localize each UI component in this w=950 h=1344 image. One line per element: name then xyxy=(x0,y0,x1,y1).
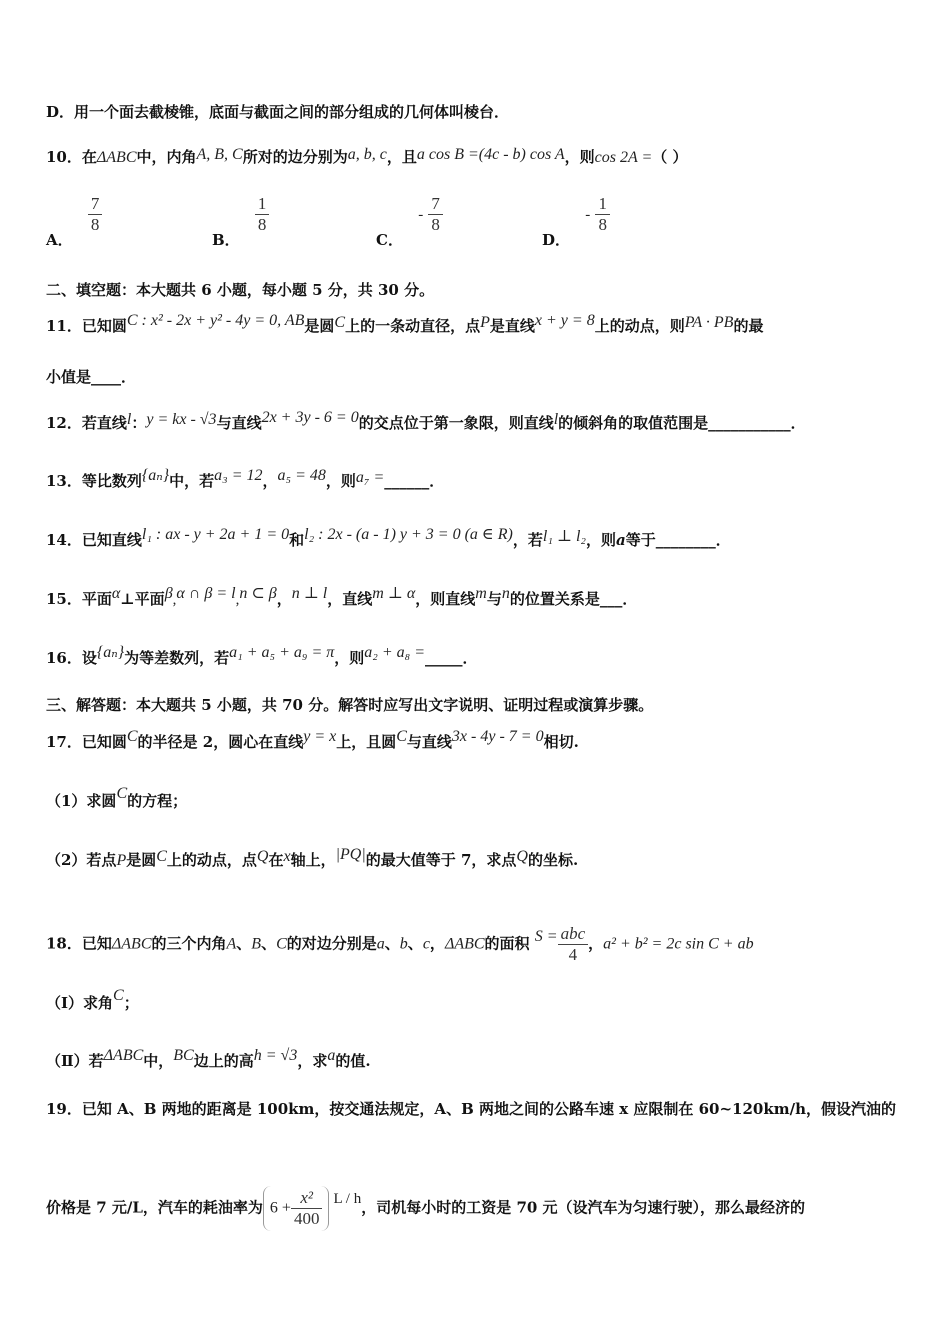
text-span: ， xyxy=(276,590,292,608)
text-span xyxy=(291,1188,323,1229)
math-expression: b xyxy=(399,935,408,953)
text-span: 轴上， xyxy=(290,851,336,869)
text-span: ，则 xyxy=(334,649,365,667)
text-span: - xyxy=(585,206,591,223)
math-expression: x xyxy=(283,848,291,865)
math-expression: Q xyxy=(516,848,528,865)
text-span: 是圆 xyxy=(304,317,335,335)
area-fraction xyxy=(558,924,589,965)
text-span: 14．已知直线 xyxy=(46,531,142,549)
math-expression: C xyxy=(334,314,346,331)
text-span: （Ⅰ）求角 xyxy=(46,994,114,1012)
text-span: 的三个内角 xyxy=(151,934,227,953)
text-span: ，则 xyxy=(325,472,356,490)
text-span: 8 xyxy=(595,214,610,235)
text-span: 1 xyxy=(598,194,607,213)
question-10 xyxy=(46,147,688,168)
math-expression: BC xyxy=(173,1047,194,1064)
math-expression: y = x xyxy=(303,728,337,745)
question-18-part-2 xyxy=(46,1047,371,1072)
fraction xyxy=(428,194,443,235)
math-expression: 2x + 3y - 6 = 0 xyxy=(261,409,359,426)
math-expression: l xyxy=(126,411,132,428)
question-16 xyxy=(46,644,478,669)
question-19: 19．已知 A、B 两地的距离是 100km，按交通法规定，A、B 两地之间的公路车速 x 应限制在 60~120km/h，假设汽油的 xyxy=(46,1100,896,1118)
math-expression: y = kx - √3 xyxy=(146,411,217,428)
option-d-prev: D．用一个面去截棱锥，底面与截面之间的部分组成的几何体叫棱台． xyxy=(46,103,510,121)
text-span: 在 xyxy=(268,851,284,869)
text-span: 11．已知圆 xyxy=(46,317,127,335)
text-span: a xyxy=(615,531,626,549)
math-expression: β xyxy=(164,585,173,602)
math-expression: a, b, c xyxy=(347,146,387,163)
math-expression: Q xyxy=(256,848,269,865)
question-18 xyxy=(46,924,754,965)
text-span: - xyxy=(418,206,424,223)
text-span: 上的动点，则 xyxy=(594,317,685,335)
text-span: , xyxy=(235,592,240,608)
text-span: 18．已知 xyxy=(46,934,112,953)
text-span: ， xyxy=(262,472,278,490)
text-span: （2）若点 xyxy=(46,851,117,869)
section-2-heading: 二、填空题：本大题共 6 小题，每小题 5 分，共 30 分。 xyxy=(46,281,435,299)
question-14 xyxy=(46,526,731,551)
math-expression: a₅ = 48 xyxy=(277,467,326,484)
text-span: 和 xyxy=(289,531,305,549)
text-span: 8 xyxy=(255,214,270,235)
text-span: 的对边分别是 xyxy=(286,934,377,953)
math-expression: P xyxy=(480,314,490,331)
fraction xyxy=(595,194,610,235)
math-expression: a xyxy=(376,935,385,953)
text-span: 8 xyxy=(428,214,443,235)
math-expression: a² + b² = 2c sin C + ab xyxy=(603,935,754,953)
question-19-cont xyxy=(46,1186,805,1231)
text-span: 4 xyxy=(558,944,589,965)
text-span: 的位置关系是___． xyxy=(509,590,638,608)
text-span: A． xyxy=(46,230,73,249)
text-span: ，司机每小时的工资是 70 元（设汽车为匀速行驶），那么最经济的 xyxy=(361,1198,806,1217)
text-span: ，求 xyxy=(297,1052,328,1070)
text-span: C． xyxy=(376,230,403,249)
text-span: 的最 xyxy=(733,317,764,335)
math-expression: {aₙ} xyxy=(141,467,170,484)
text-span: 与 xyxy=(486,590,502,608)
math-expression: |PQ| xyxy=(335,846,366,863)
math-expression: a₁ + a₅ + a₉ = π xyxy=(229,644,335,661)
text-span: 上的动点，点 xyxy=(166,851,257,869)
text-span: B． xyxy=(212,230,240,249)
math-expression: ΔABC xyxy=(96,149,137,166)
option-c[interactable] xyxy=(376,194,443,249)
text-span: （ ） xyxy=(652,148,688,166)
text-span: 中，内角 xyxy=(136,148,197,166)
math-expression: a₂ + a₈ = xyxy=(364,644,425,661)
question-15 xyxy=(46,585,638,610)
math-expression: c xyxy=(422,935,430,953)
text-span: （Ⅱ）若 xyxy=(46,1052,104,1070)
text-span: ，直线 xyxy=(327,590,373,608)
text-span: ，则直线 xyxy=(415,590,476,608)
math-expression: n ⊂ β xyxy=(239,585,277,602)
text-span: 12．若直线 xyxy=(46,414,127,432)
text-span: ； xyxy=(123,994,139,1012)
fraction xyxy=(255,194,270,235)
text-span: 1 xyxy=(257,194,267,213)
math-expression: ΔABC xyxy=(444,935,485,953)
text-span: 与直线 xyxy=(216,414,262,432)
math-expression: m xyxy=(475,585,487,602)
text-span: 价格是 7 元/L，汽车的耗油率为 xyxy=(46,1198,263,1217)
text-span: 为等差数列，若 xyxy=(124,649,230,667)
math-expression: C xyxy=(156,848,167,865)
math-expression: A, B, C xyxy=(196,146,243,163)
text-span: ， xyxy=(429,934,445,953)
text-span: 的坐标. xyxy=(527,851,579,869)
math-expression: h = √3 xyxy=(253,1047,298,1064)
math-expression: l xyxy=(553,411,559,428)
question-17-part-2 xyxy=(46,846,579,871)
text-span: 、 xyxy=(261,934,277,953)
text-span: 相切. xyxy=(543,733,579,751)
text-span: 、 xyxy=(236,934,252,953)
text-span: 与直线 xyxy=(406,733,452,751)
text-span: _____． xyxy=(425,649,478,667)
text-span: ⊥平面 xyxy=(120,590,165,608)
text-span: 15．平面 xyxy=(46,590,112,608)
text-span: ，则 xyxy=(585,531,616,549)
question-18-part-1 xyxy=(46,987,139,1014)
text-span: （1）求圆 xyxy=(46,792,117,810)
text-span: 上，且圆 xyxy=(336,733,397,751)
math-expression: C xyxy=(276,935,287,953)
text-span: 的最大值等于 7，求点 xyxy=(365,851,517,869)
text-span: ，若 xyxy=(512,531,543,549)
option-a[interactable] xyxy=(46,194,102,249)
question-17 xyxy=(46,728,579,753)
text-span: ______． xyxy=(384,472,445,490)
text-span: abc xyxy=(560,924,586,943)
math-expression: x + y = 8 xyxy=(534,312,595,329)
text-span: 13．等比数列 xyxy=(46,472,142,490)
math-expression: {aₙ} xyxy=(96,644,125,661)
math-expression: a₇ = xyxy=(355,469,385,486)
math-expression: α ∩ β = l xyxy=(176,585,236,602)
math-expression: C : x² - 2x + y² - 4y = 0, AB xyxy=(126,312,305,329)
math-expression: l₁ ⊥ l₂ xyxy=(542,528,586,545)
math-expression: α xyxy=(111,585,121,602)
text-span: 17．已知圆 xyxy=(46,733,127,751)
text-span: D． xyxy=(542,230,571,249)
math-expression: cos 2A = xyxy=(594,149,653,166)
text-span: 10．在 xyxy=(46,148,97,166)
math-expression: ΔABC xyxy=(103,1047,144,1064)
fraction xyxy=(88,194,103,235)
math-expression: l₂ : 2x - (a - 1) y + 3 = 0 (a ∈ R) xyxy=(304,526,513,543)
option-d[interactable] xyxy=(542,194,610,249)
text-span: 所对的边分别为 xyxy=(242,148,348,166)
text-span: 、 xyxy=(384,934,400,953)
math-expression: B xyxy=(251,935,262,953)
question-11-cont: 小值是____． xyxy=(46,368,137,386)
question-17-part-1 xyxy=(46,785,188,812)
math-expression: S = xyxy=(534,927,558,945)
math-expression: C xyxy=(113,987,124,1004)
text-span: 中，若 xyxy=(169,472,215,490)
math-expression: P xyxy=(116,852,127,869)
text-span: 7 xyxy=(431,194,440,213)
math-expression: PA · PB xyxy=(684,314,734,331)
text-span: 的交点位于第一象限，则直线 xyxy=(358,414,554,432)
question-13 xyxy=(46,467,445,492)
text-span: , xyxy=(172,592,177,608)
text-span: 等于________． xyxy=(625,531,731,549)
math-expression: A xyxy=(226,935,237,953)
math-expression: a xyxy=(327,1047,336,1064)
math-expression: ΔABC xyxy=(111,935,152,953)
text-span: L / h xyxy=(333,1190,362,1207)
text-span: 6 + xyxy=(269,1199,291,1217)
text-span: 边上的高 xyxy=(193,1052,254,1070)
option-b[interactable] xyxy=(212,194,269,249)
math-expression: C xyxy=(396,728,407,745)
text-span: 8 xyxy=(88,214,103,235)
text-span: ，且 xyxy=(386,148,417,166)
text-span: 是直线 xyxy=(489,317,535,335)
text-span: 、 xyxy=(407,934,423,953)
math-expression: C xyxy=(116,785,128,802)
text-span: 的方程； xyxy=(127,792,188,810)
text-span: 400 xyxy=(291,1208,323,1229)
text-span: 的半径是 2，圆心在直线 xyxy=(137,733,304,751)
math-expression: 3x - 4y - 7 = 0 xyxy=(451,728,544,745)
question-11 xyxy=(46,312,764,337)
question-12 xyxy=(46,409,806,434)
math-expression: a₃ = 12 xyxy=(214,467,263,484)
math-expression: n ⊥ l xyxy=(291,585,328,602)
text-span: 的倾斜角的取值范围是___________． xyxy=(558,414,806,432)
text-span: 上的一条动直径，点 xyxy=(345,317,481,335)
text-span: 7 xyxy=(90,194,100,213)
text-span: 是圆 xyxy=(126,851,157,869)
text-span: x² xyxy=(300,1188,314,1207)
math-expression: l₁ : ax - y + 2a + 1 = 0 xyxy=(141,526,290,543)
math-expression: a cos B =(4c - b) cos A xyxy=(416,146,565,163)
text-span: ， xyxy=(588,934,604,953)
text-span: 中， xyxy=(143,1052,174,1070)
consumption-rate xyxy=(263,1186,330,1231)
math-expression: C xyxy=(126,728,138,745)
text-span: 的值. xyxy=(335,1052,371,1070)
text-span: ： xyxy=(131,414,147,432)
section-3-heading: 三、解答题：本大题共 5 小题，共 70 分。解答时应写出文字说明、证明过程或演算步骤。 xyxy=(46,696,654,714)
text-span: 的面积 xyxy=(484,934,530,953)
math-expression: n xyxy=(501,585,510,602)
math-expression: m ⊥ α xyxy=(372,585,416,602)
text-span: ，则 xyxy=(564,148,595,166)
text-span: 16．设 xyxy=(46,649,97,667)
